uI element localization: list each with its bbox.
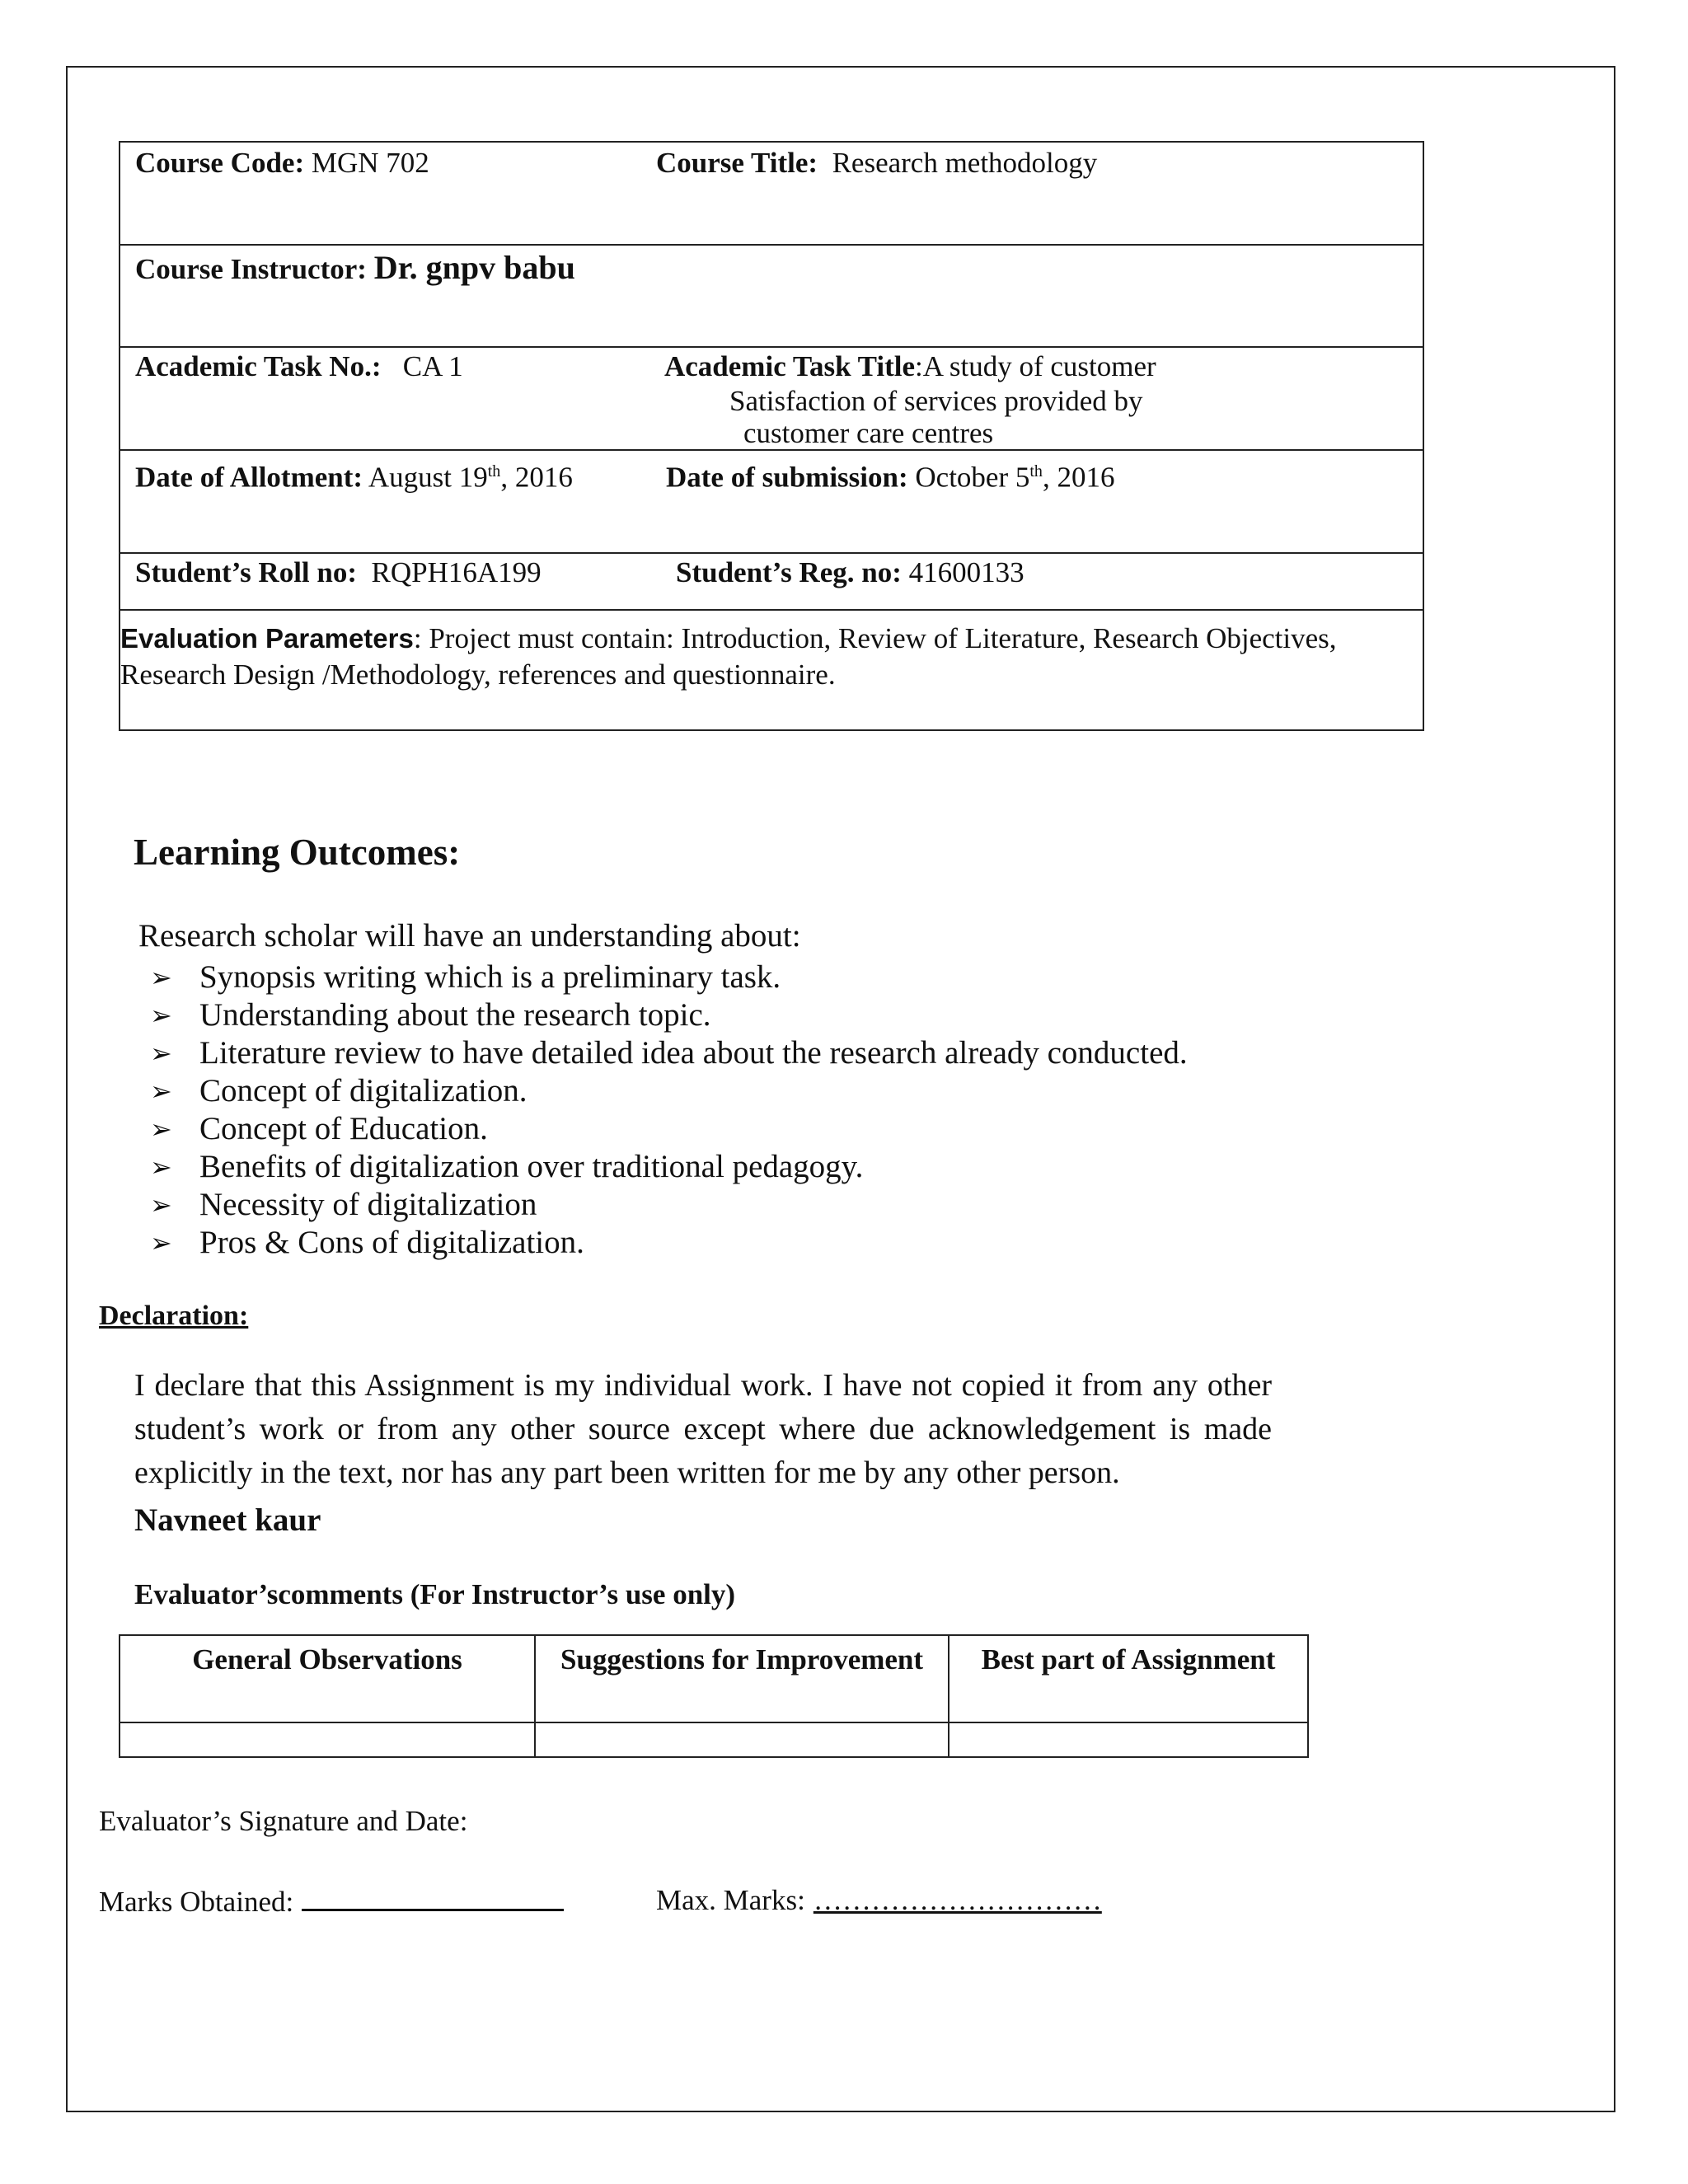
- submission-date: Date of submission: October 5th, 2016: [666, 461, 1115, 494]
- column-header: Suggestions for Improvement: [535, 1635, 949, 1722]
- evaluation-row: [120, 611, 1423, 731]
- max-marks: Max. Marks: …………………………: [656, 1884, 1102, 1916]
- list-item: ➢ Synopsis writing which is a preliminary task.: [150, 959, 781, 995]
- declaration-title: Declaration:: [99, 1301, 249, 1331]
- allotment-date: Date of Allotment: August 19th, 2016: [135, 461, 573, 494]
- arrow-bullet-icon: ➢: [150, 1000, 172, 1031]
- evaluator-comments-heading: Evaluator’scomments (For Instructor’s use only): [134, 1578, 736, 1610]
- learning-intro: Research scholar will have an understanding about:: [138, 918, 801, 954]
- list-item: ➢ Literature review to have detailed idea about the research already conducted.: [150, 1035, 1188, 1071]
- list-item: ➢ Concept of digitalization.: [150, 1073, 528, 1108]
- student-row: [120, 554, 1423, 611]
- list-item: ➢ Benefits of digitalization over traditional pedagogy.: [150, 1149, 864, 1184]
- arrow-bullet-icon: ➢: [150, 1038, 172, 1069]
- max-marks-blank[interactable]: …………………………: [813, 1884, 1102, 1916]
- course-title: Course Title: Research methodology: [656, 147, 1098, 179]
- arrow-bullet-icon: ➢: [150, 1076, 172, 1107]
- marks-blank-line[interactable]: [302, 1884, 564, 1911]
- evaluation-parameters: Evaluation Parameters: Project must contain: Introduction, Review of Literature, Research Objectives, Research Design /Methodology, references and questionnaire.: [120, 622, 1337, 691]
- course-row: [120, 143, 1423, 246]
- course-instructor: Course Instructor: Dr. gnpv babu: [135, 249, 575, 286]
- student-signature-name: Navneet kaur: [134, 1502, 321, 1538]
- list-item: ➢ Pros & Cons of digitalization.: [150, 1225, 584, 1260]
- table-row: [120, 1722, 1308, 1757]
- reg-number: Student’s Reg. no: 41600133: [676, 556, 1025, 588]
- task-number: Academic Task No.: CA 1: [135, 350, 463, 382]
- course-code: Course Code: MGN 702: [135, 147, 429, 179]
- roll-number: Student’s Roll no: RQPH16A199: [135, 556, 542, 588]
- table-cell[interactable]: [120, 1722, 535, 1757]
- assignment-info-table: [119, 141, 1424, 731]
- task-title-line2: Satisfaction of services provided by: [729, 385, 1143, 417]
- instructor-row: [120, 246, 1423, 348]
- task-row: [120, 348, 1423, 451]
- table-cell[interactable]: [535, 1722, 949, 1757]
- list-item: ➢ Necessity of digitalization: [150, 1187, 537, 1222]
- arrow-bullet-icon: ➢: [150, 1189, 172, 1221]
- evaluator-signature-label: Evaluator’s Signature and Date:: [99, 1805, 468, 1837]
- learning-outcomes-heading: Learning Outcomes:: [134, 832, 461, 873]
- declaration-text: I declare that this Assignment is my individual work. I have not copied it from any other student’s work or from any other source except where due acknowledgement is made explicitly in the text, nor has any part been written for me by any other person.: [134, 1368, 1272, 1490]
- dates-row: [120, 451, 1423, 554]
- evaluator-comments-table: [119, 1634, 1309, 1758]
- arrow-bullet-icon: ➢: [150, 1151, 172, 1183]
- list-item: ➢ Concept of Education.: [150, 1111, 488, 1146]
- task-title-line3: customer care centres: [743, 417, 994, 449]
- table-cell[interactable]: [949, 1722, 1308, 1757]
- task-title: Academic Task Title:A study of customer: [664, 350, 1156, 382]
- column-header: General Observations: [120, 1635, 535, 1722]
- marks-obtained: Marks Obtained:: [99, 1884, 564, 1919]
- column-header: Best part of Assignment: [949, 1635, 1308, 1722]
- list-item: ➢ Understanding about the research topic.: [150, 997, 711, 1033]
- table-header-row: [120, 1635, 1308, 1722]
- learning-outcomes-list: [150, 958, 1188, 1262]
- arrow-bullet-icon: ➢: [150, 962, 172, 993]
- arrow-bullet-icon: ➢: [150, 1227, 172, 1258]
- arrow-bullet-icon: ➢: [150, 1113, 172, 1145]
